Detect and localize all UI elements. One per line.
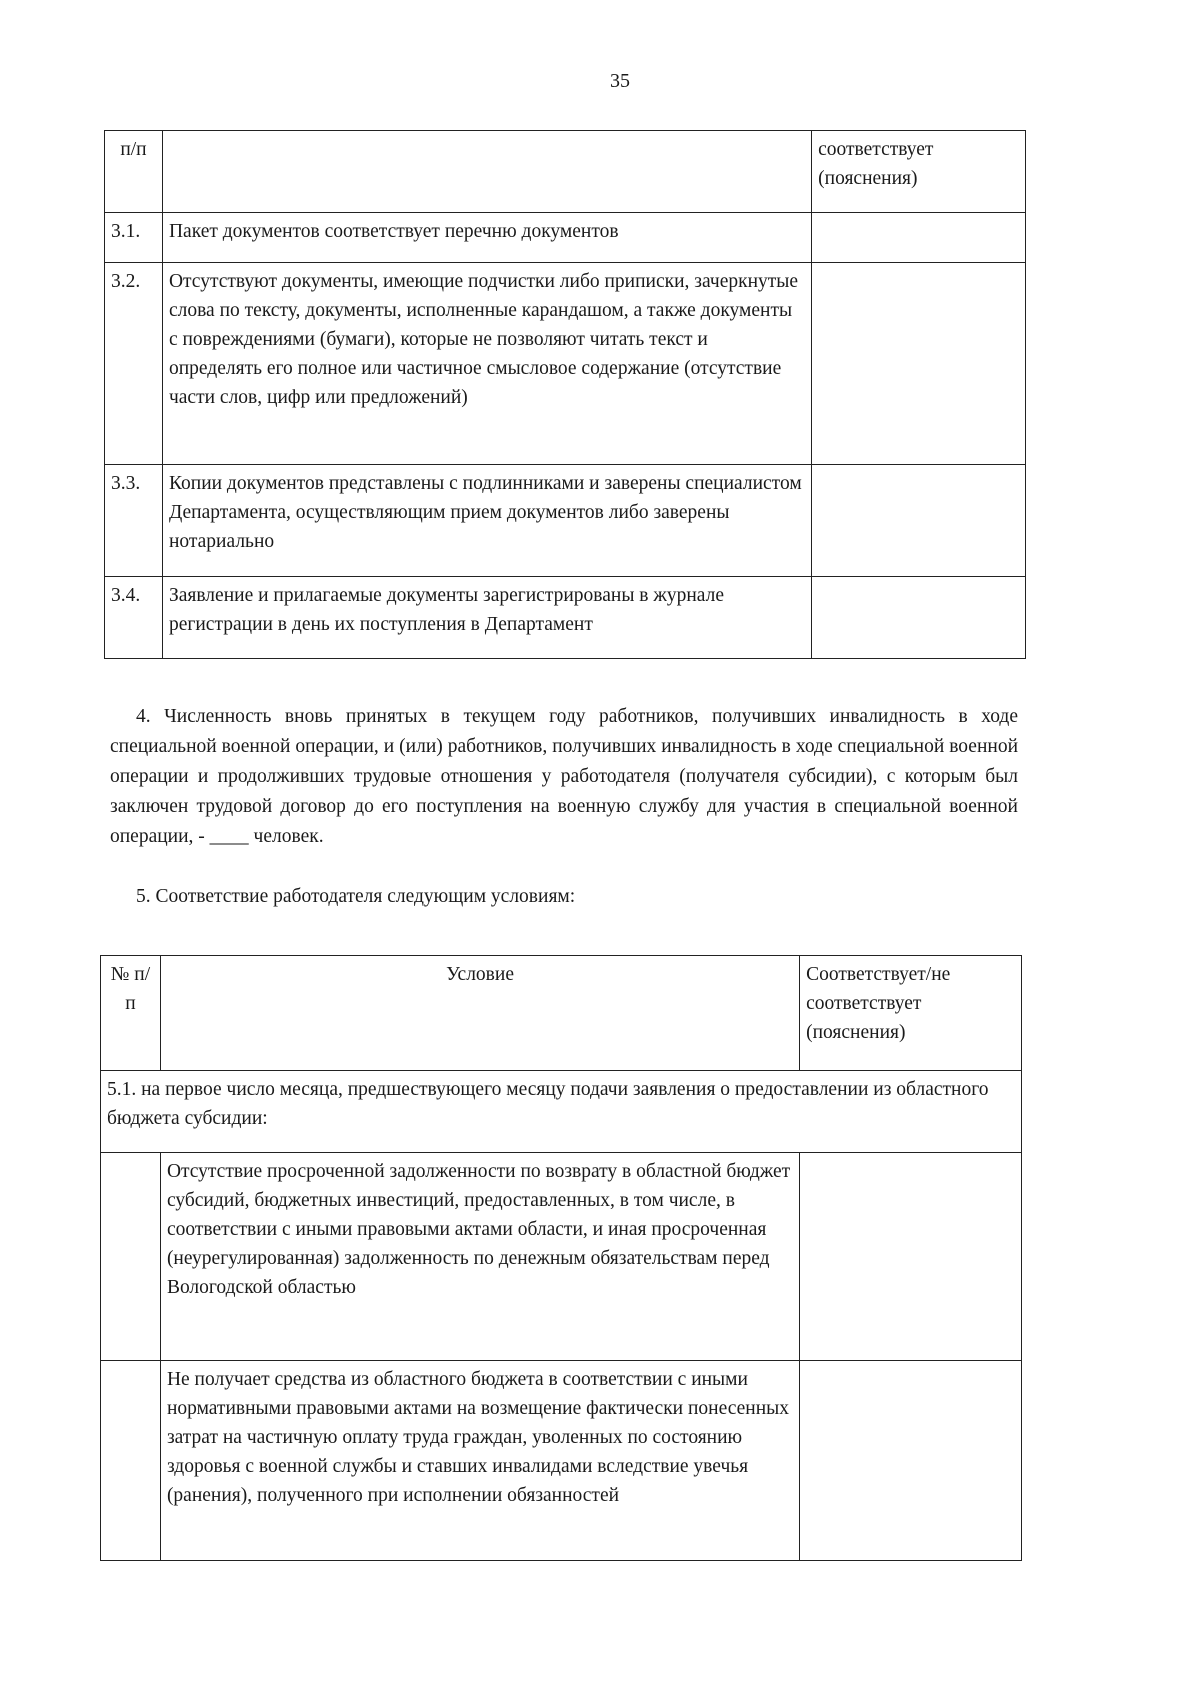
table-header-row (105, 131, 1026, 213)
checklist-table-3 (104, 130, 1026, 659)
header-condition-cell: Условие (160, 956, 799, 1071)
table-row (105, 263, 1026, 465)
table-row (105, 577, 1026, 659)
header-num-cell: № п/п (101, 956, 161, 1071)
row-num: 3.4. (105, 577, 163, 659)
row-status-cell (800, 1153, 1022, 1361)
page-number: 35 (610, 70, 630, 92)
conditions-table-5 (100, 955, 1022, 1561)
row-text: Отсутствие просроченной задолженности по возврату в областной бюджет субсидий, бюджетных инвестиций, предоставленных, в том числе, в соответствии с иными правовыми актами области, и иная просроченная (неурегулированная) задолженность по денежным обязательствам перед Вологодской областью (160, 1153, 799, 1361)
table-row (101, 1153, 1022, 1361)
row-text: Пакет документов соответствует перечню документов (162, 213, 811, 263)
paragraph-4: 4. Численность вновь принятых в текущем году работников, получивших инвалидность в ходе специальной военной операции, и (или) работников, получивших инвалидность в ходе специальной военной операции и продолживших трудовые отношения у работодателя (получателя субсидии), с которым был заключен трудовой договор до его поступления на военную службу для участия в специальной военной операции, - ____ человек. (110, 706, 1018, 847)
row-status-cell (812, 213, 1026, 263)
row-status-cell (812, 465, 1026, 577)
row-text: Копии документов представлены с подлинниками и заверены специалистом Департамента, осуществляющим прием документов либо заверены нотариально (162, 465, 811, 577)
row-num: 3.2. (105, 263, 163, 465)
row-num (101, 1153, 161, 1361)
table-row (105, 213, 1026, 263)
row-status-cell (812, 577, 1026, 659)
header-status-cell: Соответствует/не соответствует (пояснения) (800, 956, 1022, 1071)
row-text: Заявление и прилагаемые документы зарегистрированы в журнале регистрации в день их поступления в Департамент (162, 577, 811, 659)
paragraph-5: 5. Соответствие работодателя следующим условиям: (136, 886, 576, 907)
row-status-cell (812, 263, 1026, 465)
table-row (105, 465, 1026, 577)
row-num: 3.1. (105, 213, 163, 263)
table-row (101, 1361, 1022, 1561)
row-text: Не получает средства из областного бюджета в соответствии с иными нормативными правовыми актами на возмещение фактически понесенных затрат на частичную оплату труда граждан, уволенных по состоянию здоровья с военной службы и ставших инвалидами вследствие увечья (ранения), полученного при исполнении обязанностей (160, 1361, 799, 1561)
header-condition-cell (162, 131, 811, 213)
header-status-cell: соответствует (пояснения) (812, 131, 1026, 213)
table-header-row (101, 956, 1022, 1071)
header-num-cell: п/п (105, 131, 163, 213)
row-num: 3.3. (105, 465, 163, 577)
section-row (101, 1071, 1022, 1153)
row-status-cell (800, 1361, 1022, 1561)
row-num (101, 1361, 161, 1561)
section-cell: 5.1. на первое число месяца, предшествующего месяцу подачи заявления о предоставлении из областного бюджета субсидии: (101, 1071, 1022, 1153)
row-text: Отсутствуют документы, имеющие подчистки либо приписки, зачеркнутые слова по тексту, документы, исполненные карандашом, а также документы с повреждениями (бумаги), которые не позволяют читать текст и определять его полное или частичное смысловое содержание (отсутствие части слов, цифр или предложений) (162, 263, 811, 465)
